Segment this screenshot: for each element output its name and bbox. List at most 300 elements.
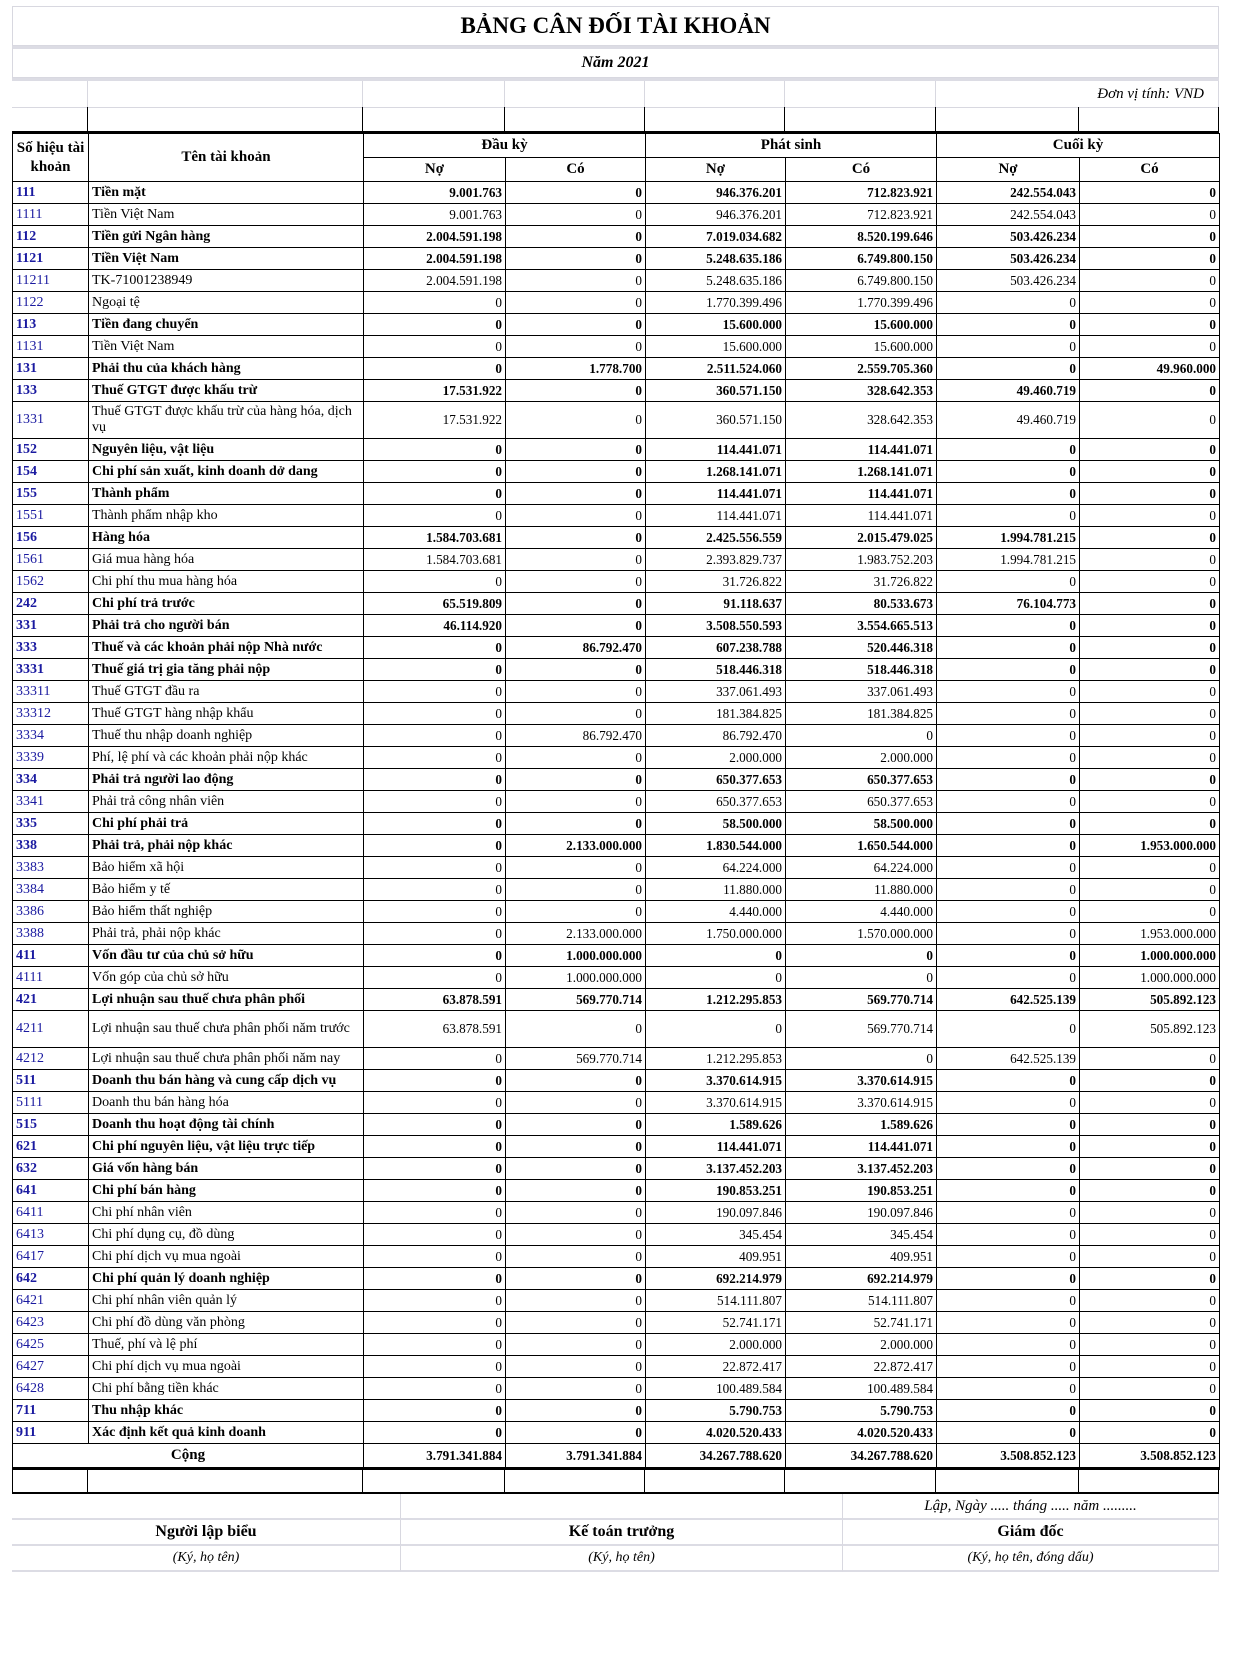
opening-credit: 0 (506, 1202, 646, 1224)
table-row (13, 769, 1220, 791)
account-name: Tiền Việt Nam (89, 204, 364, 226)
closing-credit: 0 (1080, 182, 1220, 204)
closing-credit: 0 (1080, 248, 1220, 270)
movement-debit: 409.951 (646, 1246, 786, 1268)
opening-debit: 2.004.591.198 (364, 270, 506, 292)
account-code: 33312 (13, 703, 89, 725)
opening-credit: 0 (506, 483, 646, 505)
account-name: Chi phí bán hàng (89, 1180, 364, 1202)
movement-debit: 337.061.493 (646, 681, 786, 703)
movement-credit: 3.370.614.915 (786, 1070, 937, 1092)
account-name: Lợi nhuận sau thuế chưa phân phối năm trước (89, 1011, 364, 1048)
date-line: Lập, Ngày ..... tháng ..... năm ......... (843, 1494, 1219, 1520)
movement-credit: 3.137.452.203 (786, 1158, 937, 1180)
closing-debit: 49.460.719 (937, 380, 1080, 402)
account-code: 113 (13, 314, 89, 336)
account-name: Thuế, phí và lệ phí (89, 1334, 364, 1356)
account-name: Chi phí nhân viên (89, 1202, 364, 1224)
opening-credit: 2.133.000.000 (506, 923, 646, 945)
account-name: Giá mua hàng hóa (89, 549, 364, 571)
closing-credit: 0 (1080, 226, 1220, 248)
closing-credit: 1.000.000.000 (1080, 945, 1220, 967)
account-name: Doanh thu hoạt động tài chính (89, 1114, 364, 1136)
preparer-sign-hint: (Ký, họ tên) (12, 1546, 401, 1572)
closing-debit: 0 (937, 747, 1080, 769)
opening-credit: 0 (506, 182, 646, 204)
movement-credit: 80.533.673 (786, 593, 937, 615)
closing-credit: 0 (1080, 681, 1220, 703)
movement-debit: 86.792.470 (646, 725, 786, 747)
closing-debit: 0 (937, 1378, 1080, 1400)
account-name: Bảo hiểm xã hội (89, 857, 364, 879)
closing-credit: 0 (1080, 402, 1220, 439)
movement-credit: 0 (786, 1048, 937, 1070)
table-row (13, 967, 1220, 989)
opening-credit: 0 (506, 505, 646, 527)
currency-unit: Đơn vị tính: VND (936, 81, 1219, 108)
closing-credit: 505.892.123 (1080, 989, 1220, 1011)
account-name: Bảo hiểm thất nghiệp (89, 901, 364, 923)
closing-credit: 1.953.000.000 (1080, 835, 1220, 857)
closing-credit: 0 (1080, 857, 1220, 879)
account-name: Thuế GTGT được khấu trừ (89, 380, 364, 402)
header-closing-debit: Nợ (937, 158, 1080, 182)
header-opening-debit: Nợ (364, 158, 506, 182)
account-code: 131 (13, 358, 89, 380)
closing-debit: 0 (937, 659, 1080, 681)
table-row (13, 1011, 1220, 1048)
closing-credit: 0 (1080, 571, 1220, 593)
account-name: Chi phí trả trước (89, 593, 364, 615)
movement-debit: 114.441.071 (646, 483, 786, 505)
table-row (13, 593, 1220, 615)
report-title: BẢNG CÂN ĐỐI TÀI KHOẢN (12, 6, 1219, 46)
movement-credit: 409.951 (786, 1246, 937, 1268)
movement-credit: 514.111.807 (786, 1290, 937, 1312)
account-name: Thành phẩm (89, 483, 364, 505)
opening-debit: 0 (364, 1334, 506, 1356)
movement-debit: 2.425.556.559 (646, 527, 786, 549)
closing-credit: 0 (1080, 791, 1220, 813)
movement-debit: 2.393.829.737 (646, 549, 786, 571)
opening-debit: 0 (364, 659, 506, 681)
movement-credit: 692.214.979 (786, 1268, 937, 1290)
director-title: Giám đốc (843, 1520, 1219, 1546)
movement-credit: 712.823.921 (786, 182, 937, 204)
closing-debit: 0 (937, 813, 1080, 835)
opening-debit: 0 (364, 1312, 506, 1334)
table-row (13, 204, 1220, 226)
movement-debit: 11.880.000 (646, 879, 786, 901)
opening-credit: 0 (506, 204, 646, 226)
opening-credit: 0 (506, 314, 646, 336)
account-name: Hàng hóa (89, 527, 364, 549)
table-row (13, 923, 1220, 945)
table-row (13, 879, 1220, 901)
movement-credit: 328.642.353 (786, 402, 937, 439)
header-opening: Đầu kỳ (364, 134, 646, 158)
closing-debit: 0 (937, 1070, 1080, 1092)
opening-credit: 0 (506, 593, 646, 615)
movement-debit: 360.571.150 (646, 402, 786, 439)
opening-debit: 0 (364, 1158, 506, 1180)
opening-credit: 0 (506, 1268, 646, 1290)
movement-credit: 2.015.479.025 (786, 527, 937, 549)
closing-debit: 0 (937, 923, 1080, 945)
closing-credit: 0 (1080, 336, 1220, 358)
account-code: 152 (13, 439, 89, 461)
account-name: Giá vốn hàng bán (89, 1158, 364, 1180)
account-code: 334 (13, 769, 89, 791)
opening-credit: 0 (506, 791, 646, 813)
total-label: Cộng (13, 1444, 364, 1469)
closing-credit: 0 (1080, 439, 1220, 461)
movement-debit: 3.508.550.593 (646, 615, 786, 637)
movement-debit: 4.020.520.433 (646, 1422, 786, 1444)
header-account-code: Số hiệu tài khoản (13, 134, 89, 182)
movement-debit: 114.441.071 (646, 505, 786, 527)
movement-credit: 328.642.353 (786, 380, 937, 402)
closing-credit: 0 (1080, 901, 1220, 923)
account-code: 3334 (13, 725, 89, 747)
movement-credit: 114.441.071 (786, 439, 937, 461)
closing-debit: 242.554.043 (937, 204, 1080, 226)
movement-debit: 514.111.807 (646, 1290, 786, 1312)
opening-credit: 0 (506, 292, 646, 314)
header-closing-credit: Có (1080, 158, 1220, 182)
account-name: Chi phí bằng tiền khác (89, 1378, 364, 1400)
opening-credit: 0 (506, 901, 646, 923)
closing-credit: 0 (1080, 593, 1220, 615)
movement-debit: 946.376.201 (646, 182, 786, 204)
movement-debit: 22.872.417 (646, 1356, 786, 1378)
account-name: Phải trả cho người bán (89, 615, 364, 637)
balance-sheet (12, 6, 1219, 1572)
closing-debit: 503.426.234 (937, 226, 1080, 248)
movement-credit: 6.749.800.150 (786, 248, 937, 270)
account-name: TK-71001238949 (89, 270, 364, 292)
opening-credit: 0 (506, 1070, 646, 1092)
movement-debit: 15.600.000 (646, 336, 786, 358)
closing-credit: 0 (1080, 1070, 1220, 1092)
account-code: 4211 (13, 1011, 89, 1048)
closing-credit: 0 (1080, 813, 1220, 835)
movement-debit: 518.446.318 (646, 659, 786, 681)
closing-debit: 0 (937, 358, 1080, 380)
movement-debit: 0 (646, 945, 786, 967)
opening-debit: 0 (364, 901, 506, 923)
account-code: 155 (13, 483, 89, 505)
opening-debit: 0 (364, 1378, 506, 1400)
closing-credit: 0 (1080, 483, 1220, 505)
opening-debit: 0 (364, 637, 506, 659)
signature-block (12, 1494, 1219, 1572)
table-row (13, 1136, 1220, 1158)
account-name: Lợi nhuận sau thuế chưa phân phối (89, 989, 364, 1011)
closing-credit: 0 (1080, 769, 1220, 791)
preparer-title: Người lập biểu (12, 1520, 401, 1546)
opening-debit: 17.531.922 (364, 402, 506, 439)
closing-credit: 0 (1080, 615, 1220, 637)
opening-debit: 0 (364, 439, 506, 461)
movement-debit: 2.511.524.060 (646, 358, 786, 380)
movement-credit: 520.446.318 (786, 637, 937, 659)
table-row (13, 314, 1220, 336)
movement-debit: 7.019.034.682 (646, 226, 786, 248)
movement-debit: 360.571.150 (646, 380, 786, 402)
opening-debit: 0 (364, 835, 506, 857)
header-movement: Phát sinh (646, 134, 937, 158)
closing-debit: 0 (937, 681, 1080, 703)
table-row (13, 747, 1220, 769)
closing-credit: 0 (1080, 1158, 1220, 1180)
opening-credit: 0 (506, 681, 646, 703)
opening-debit: 0 (364, 1290, 506, 1312)
closing-debit: 76.104.773 (937, 593, 1080, 615)
opening-debit: 0 (364, 791, 506, 813)
opening-credit: 0 (506, 571, 646, 593)
closing-credit: 505.892.123 (1080, 1011, 1220, 1048)
table-row (13, 248, 1220, 270)
movement-credit: 190.853.251 (786, 1180, 937, 1202)
closing-debit: 0 (937, 505, 1080, 527)
closing-credit: 0 (1080, 505, 1220, 527)
account-name: Doanh thu bán hàng hóa (89, 1092, 364, 1114)
movement-debit: 114.441.071 (646, 439, 786, 461)
table-row (13, 791, 1220, 813)
opening-credit: 0 (506, 1180, 646, 1202)
movement-debit: 2.000.000 (646, 747, 786, 769)
opening-credit: 0 (506, 703, 646, 725)
closing-debit: 0 (937, 725, 1080, 747)
movement-debit: 100.489.584 (646, 1378, 786, 1400)
movement-credit: 1.268.141.071 (786, 461, 937, 483)
account-code: 911 (13, 1422, 89, 1444)
account-code: 133 (13, 380, 89, 402)
opening-debit: 0 (364, 336, 506, 358)
movement-debit: 5.790.753 (646, 1400, 786, 1422)
account-code: 515 (13, 1114, 89, 1136)
account-code: 5111 (13, 1092, 89, 1114)
account-name: Thuế thu nhập doanh nghiệp (89, 725, 364, 747)
opening-credit: 0 (506, 248, 646, 270)
header-movement-credit: Có (786, 158, 937, 182)
opening-debit: 65.519.809 (364, 593, 506, 615)
closing-debit: 0 (937, 1246, 1080, 1268)
closing-credit: 0 (1080, 703, 1220, 725)
opening-credit: 0 (506, 1378, 646, 1400)
account-name: Tiền mặt (89, 182, 364, 204)
account-name: Thuế giá trị gia tăng phải nộp (89, 659, 364, 681)
movement-debit: 692.214.979 (646, 1268, 786, 1290)
account-code: 6425 (13, 1334, 89, 1356)
account-name: Thuế GTGT hàng nhập khẩu (89, 703, 364, 725)
account-name: Lợi nhuận sau thuế chưa phân phối năm nay (89, 1048, 364, 1070)
opening-credit: 0 (506, 226, 646, 248)
header-movement-debit: Nợ (646, 158, 786, 182)
closing-credit: 0 (1080, 314, 1220, 336)
table-row (13, 1070, 1220, 1092)
opening-debit: 0 (364, 879, 506, 901)
table-row (13, 1378, 1220, 1400)
movement-credit: 1.570.000.000 (786, 923, 937, 945)
account-name: Doanh thu bán hàng và cung cấp dịch vụ (89, 1070, 364, 1092)
table-row (13, 945, 1220, 967)
opening-debit: 0 (364, 1136, 506, 1158)
closing-debit: 1.994.781.215 (937, 527, 1080, 549)
account-name: Chi phí đồ dùng văn phòng (89, 1312, 364, 1334)
movement-debit: 1.212.295.853 (646, 1048, 786, 1070)
opening-debit: 0 (364, 1070, 506, 1092)
account-name: Phí, lệ phí và các khoản phải nộp khác (89, 747, 364, 769)
header-account-name: Tên tài khoản (89, 134, 364, 182)
opening-credit: 0 (506, 813, 646, 835)
movement-credit: 6.749.800.150 (786, 270, 937, 292)
opening-debit: 9.001.763 (364, 182, 506, 204)
closing-debit: 0 (937, 336, 1080, 358)
opening-debit: 1.584.703.681 (364, 549, 506, 571)
closing-credit: 0 (1080, 637, 1220, 659)
account-code: 711 (13, 1400, 89, 1422)
account-code: 411 (13, 945, 89, 967)
account-code: 112 (13, 226, 89, 248)
opening-credit: 0 (506, 1422, 646, 1444)
closing-debit: 642.525.139 (937, 1048, 1080, 1070)
closing-debit: 503.426.234 (937, 248, 1080, 270)
closing-credit: 1.953.000.000 (1080, 923, 1220, 945)
table-row (13, 1092, 1220, 1114)
account-name: Chi phí dịch vụ mua ngoài (89, 1246, 364, 1268)
table-row (13, 901, 1220, 923)
movement-credit: 31.726.822 (786, 571, 937, 593)
movement-debit: 0 (646, 967, 786, 989)
table-row (13, 1268, 1220, 1290)
account-code: 1122 (13, 292, 89, 314)
account-name: Thuế GTGT được khấu trừ của hàng hóa, dịch vụ (89, 402, 364, 439)
opening-debit: 0 (364, 813, 506, 835)
closing-credit: 0 (1080, 1312, 1220, 1334)
movement-credit: 650.377.653 (786, 791, 937, 813)
opening-debit: 2.004.591.198 (364, 248, 506, 270)
account-code: 1561 (13, 549, 89, 571)
closing-debit: 0 (937, 1011, 1080, 1048)
movement-debit: 1.268.141.071 (646, 461, 786, 483)
movement-debit: 5.248.635.186 (646, 248, 786, 270)
header-opening-credit: Có (506, 158, 646, 182)
opening-credit: 0 (506, 439, 646, 461)
opening-debit: 0 (364, 1092, 506, 1114)
opening-debit: 0 (364, 681, 506, 703)
movement-credit: 58.500.000 (786, 813, 937, 835)
table-row (13, 1334, 1220, 1356)
account-code: 242 (13, 593, 89, 615)
closing-debit: 0 (937, 945, 1080, 967)
closing-credit: 49.960.000 (1080, 358, 1220, 380)
movement-credit: 0 (786, 725, 937, 747)
opening-credit: 0 (506, 527, 646, 549)
movement-credit: 3.370.614.915 (786, 1092, 937, 1114)
closing-credit: 0 (1080, 380, 1220, 402)
movement-credit: 1.983.752.203 (786, 549, 937, 571)
opening-credit: 0 (506, 1400, 646, 1422)
opening-credit: 1.000.000.000 (506, 967, 646, 989)
account-code: 4212 (13, 1048, 89, 1070)
ledger-table (12, 133, 1220, 1470)
closing-debit: 0 (937, 1312, 1080, 1334)
table-row (13, 1180, 1220, 1202)
opening-debit: 0 (364, 857, 506, 879)
table-row (13, 336, 1220, 358)
movement-credit: 52.741.171 (786, 1312, 937, 1334)
account-code: 11211 (13, 270, 89, 292)
closing-credit: 0 (1080, 659, 1220, 681)
closing-debit: 0 (937, 835, 1080, 857)
movement-credit: 5.790.753 (786, 1400, 937, 1422)
account-name: Tiền Việt Nam (89, 336, 364, 358)
table-row (13, 1114, 1220, 1136)
closing-debit: 0 (937, 1092, 1080, 1114)
movement-credit: 114.441.071 (786, 483, 937, 505)
account-name: Chi phí nhân viên quản lý (89, 1290, 364, 1312)
opening-credit: 0 (506, 1114, 646, 1136)
movement-credit: 22.872.417 (786, 1356, 937, 1378)
opening-credit: 0 (506, 659, 646, 681)
closing-debit: 503.426.234 (937, 270, 1080, 292)
movement-debit: 607.238.788 (646, 637, 786, 659)
opening-debit: 0 (364, 703, 506, 725)
closing-debit: 0 (937, 967, 1080, 989)
opening-debit: 9.001.763 (364, 204, 506, 226)
movement-credit: 4.440.000 (786, 901, 937, 923)
chief-accountant-sign-hint: (Ký, họ tên) (401, 1546, 843, 1572)
table-row (13, 1246, 1220, 1268)
opening-debit: 63.878.591 (364, 989, 506, 1011)
account-code: 3383 (13, 857, 89, 879)
table-row (13, 505, 1220, 527)
account-code: 632 (13, 1158, 89, 1180)
opening-credit: 0 (506, 1224, 646, 1246)
opening-debit: 0 (364, 945, 506, 967)
account-code: 1331 (13, 402, 89, 439)
movement-credit: 11.880.000 (786, 879, 937, 901)
closing-debit: 0 (937, 615, 1080, 637)
total-opening-credit: 3.791.341.884 (506, 1444, 646, 1469)
account-name: Vốn góp của chủ sở hữu (89, 967, 364, 989)
account-code: 3339 (13, 747, 89, 769)
closing-credit: 0 (1080, 204, 1220, 226)
table-row (13, 380, 1220, 402)
account-name: Thuế và các khoản phải nộp Nhà nước (89, 637, 364, 659)
spacer-row (12, 1470, 1219, 1494)
opening-debit: 0 (364, 967, 506, 989)
movement-credit: 4.020.520.433 (786, 1422, 937, 1444)
movement-debit: 190.853.251 (646, 1180, 786, 1202)
opening-credit: 1.778.700 (506, 358, 646, 380)
closing-debit: 0 (937, 314, 1080, 336)
table-row (13, 1400, 1220, 1422)
movement-credit: 1.650.544.000 (786, 835, 937, 857)
opening-debit: 0 (364, 725, 506, 747)
account-name: Tiền đang chuyển (89, 314, 364, 336)
table-row (13, 725, 1220, 747)
account-code: 338 (13, 835, 89, 857)
account-name: Chi phí sản xuất, kinh doanh dở dang (89, 461, 364, 483)
table-row (13, 270, 1220, 292)
closing-credit: 0 (1080, 1334, 1220, 1356)
movement-debit: 5.248.635.186 (646, 270, 786, 292)
table-row (13, 439, 1220, 461)
account-code: 111 (13, 182, 89, 204)
